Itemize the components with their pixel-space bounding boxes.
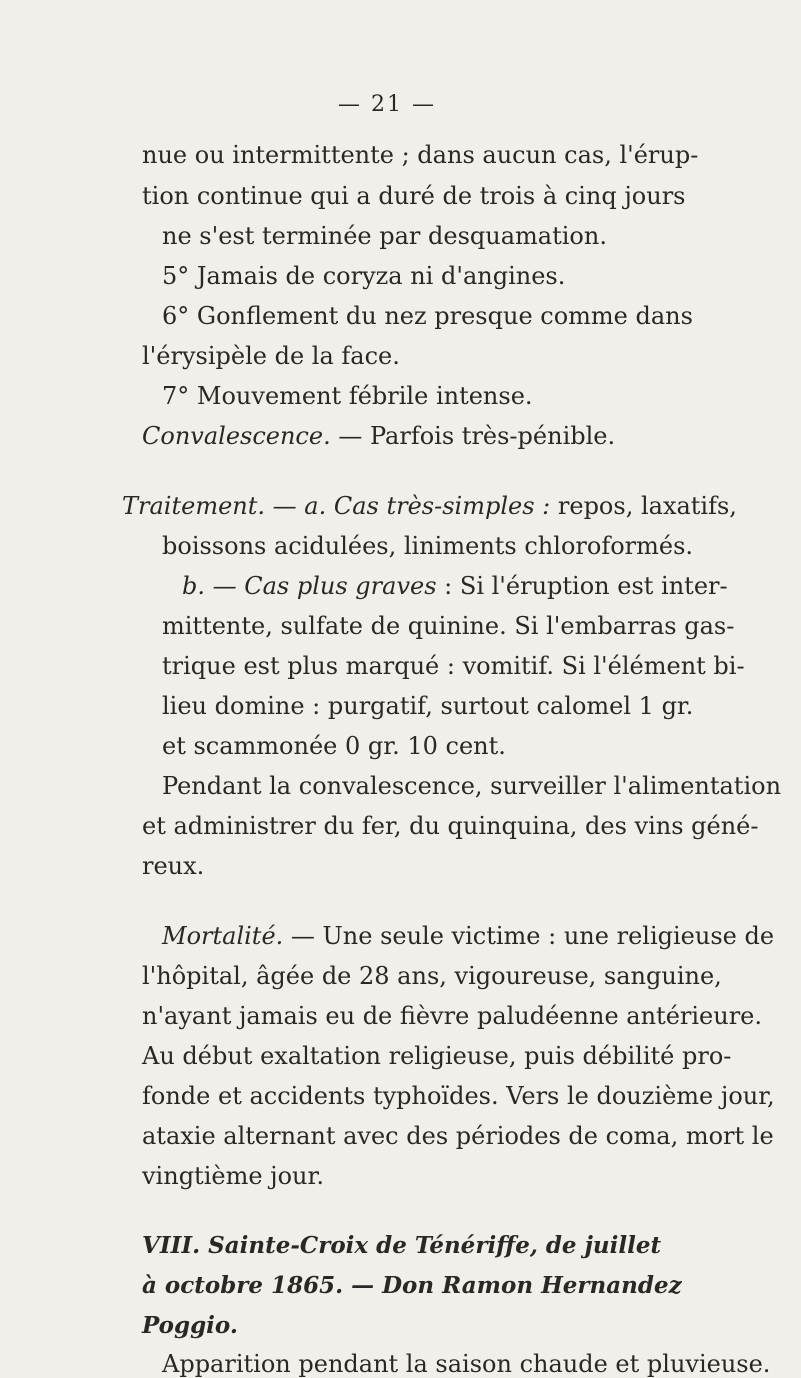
section-label-convalescence: Convalescence.	[142, 422, 331, 450]
text-run: repos, laxatifs,	[557, 492, 737, 520]
text-line: mittente, sulfate de quinine. Si l'embarras gas-	[162, 612, 735, 640]
page-number: — 21 —	[338, 92, 436, 117]
section-label-mortalite: Mortalité.	[162, 922, 284, 950]
text-line: vingtième jour.	[142, 1162, 324, 1190]
text-line: Au début exaltation religieuse, puis débilité pro-	[142, 1042, 732, 1070]
text-line: et scammonée 0 gr. 10 cent.	[162, 732, 506, 760]
text-line: ne s'est terminée par desquamation.	[162, 222, 607, 250]
convalescence-line	[142, 422, 615, 450]
mortalite-line	[162, 922, 774, 950]
text-run: : Si l'éruption est inter-	[444, 572, 728, 600]
text-line: Pendant la convalescence, surveiller l'alimentation	[162, 772, 782, 800]
section-label-traitement: Traitement.	[122, 492, 266, 520]
section-heading-viii: VIII. Sainte-Croix de Ténériffe, de juillet	[142, 1232, 662, 1259]
text-line: l'hôpital, âgée de 28 ans, vigoureuse, sanguine,	[142, 962, 722, 990]
text-line: nue ou intermittente ; dans aucun cas, l'érup-	[142, 141, 699, 169]
text-line: et administrer du fer, du quinquina, des vins géné-	[142, 812, 759, 840]
text-line: 6° Gonflement du nez presque comme dans	[162, 302, 693, 330]
text-line: boissons acidulées, liniments chloroformés.	[162, 532, 694, 560]
text-run: — Parfois très-pénible.	[338, 422, 616, 450]
text-line: tion continue qui a duré de trois à cinq jours	[142, 182, 686, 210]
subsection-b-line	[182, 572, 728, 600]
subsection-b: b. — Cas plus graves	[182, 572, 437, 600]
text-run: — Une seule victime : une religieuse de	[290, 922, 775, 950]
text-run: —	[272, 492, 297, 520]
subsection-a: a. Cas très-simples :	[304, 492, 551, 520]
text-line: fonde et accidents typhoïdes. Vers le douzième jour,	[142, 1082, 775, 1110]
section-heading-viii: à octobre 1865. — Don Ramon Hernandez	[142, 1272, 682, 1299]
text-line: 5° Jamais de coryza ni d'angines.	[162, 262, 566, 290]
text-line: lieu domine : purgatif, surtout calomel 1 gr.	[162, 692, 694, 720]
text-line: trique est plus marqué : vomitif. Si l'élément bi-	[162, 652, 745, 680]
text-line: l'érysipèle de la face.	[142, 342, 400, 370]
traitement-line	[122, 492, 737, 520]
text-line: ataxie alternant avec des périodes de coma, mort le	[142, 1122, 774, 1150]
text-line: 7° Mouvement fébrile intense.	[162, 382, 533, 410]
section-heading-viii: Poggio.	[142, 1312, 238, 1339]
text-line: Apparition pendant la saison chaude et pluvieuse.	[162, 1350, 771, 1378]
text-line: n'ayant jamais eu de fièvre paludéenne antérieure.	[142, 1002, 763, 1030]
text-line: reux.	[142, 852, 205, 880]
